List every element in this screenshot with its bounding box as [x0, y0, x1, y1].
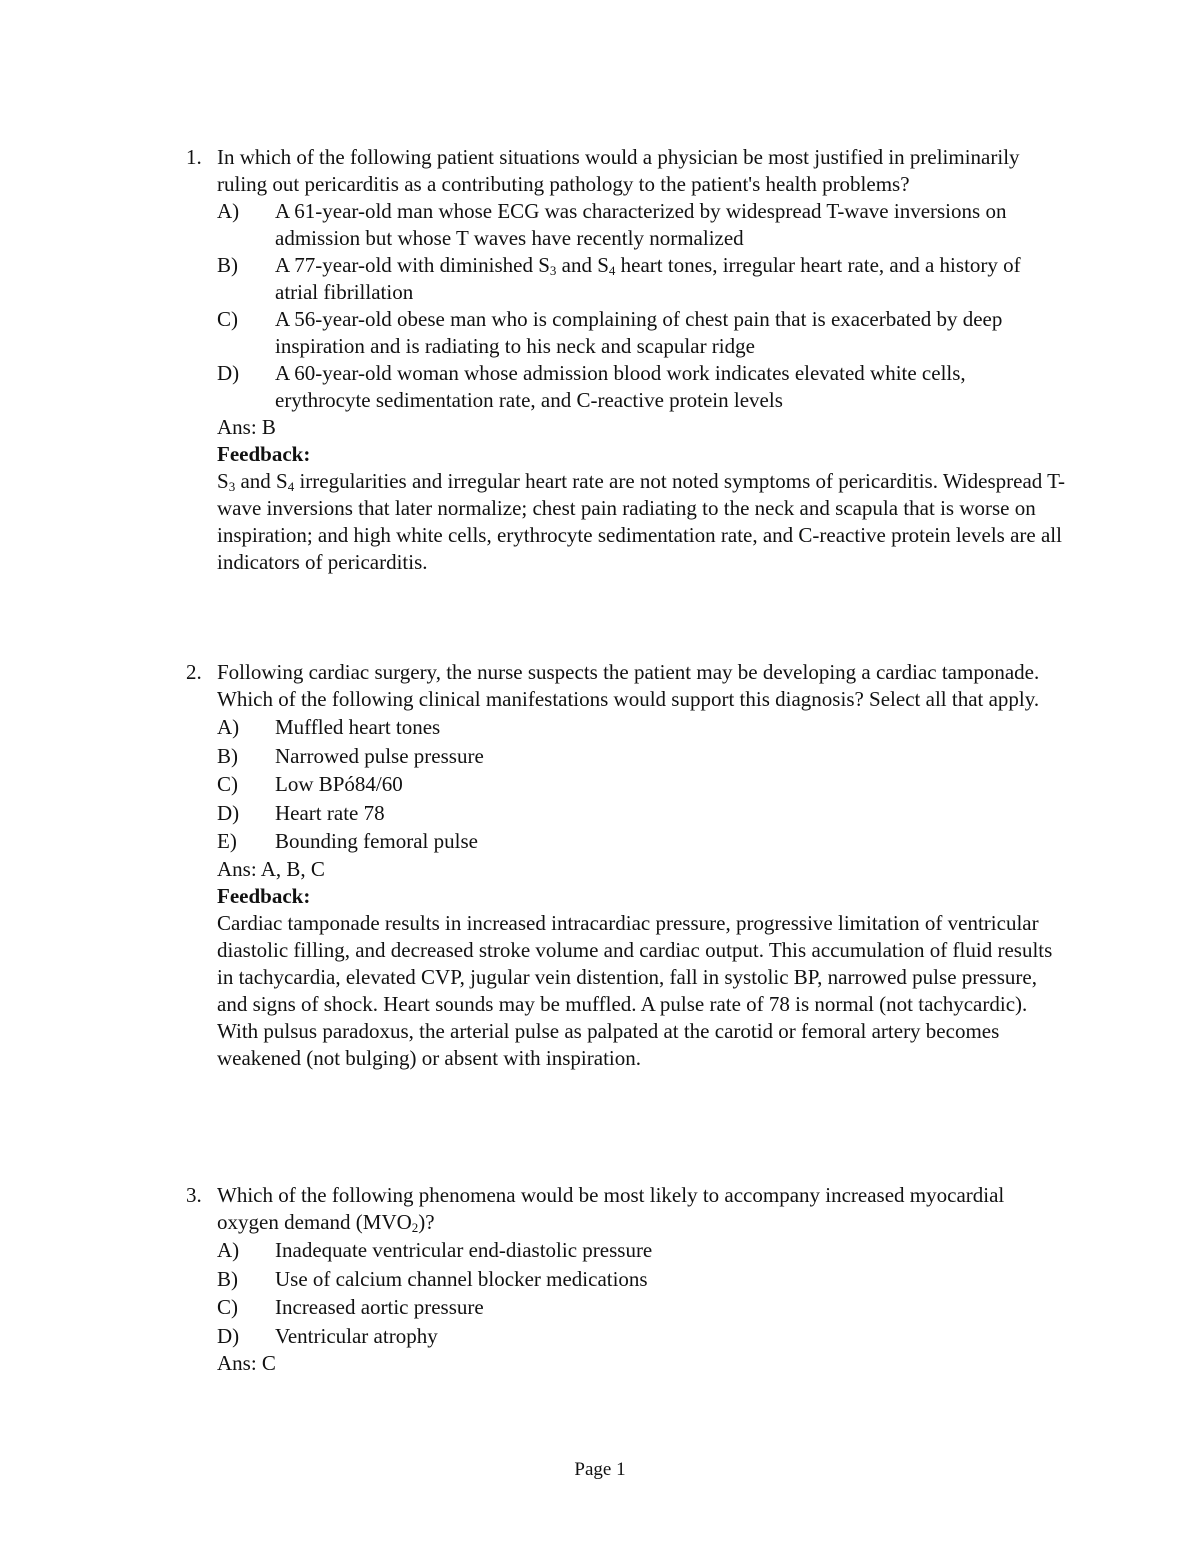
option-letter: D): [217, 800, 240, 825]
answer-option: [186, 1265, 1066, 1294]
option-letter: D): [217, 361, 240, 385]
question-stem: [186, 1182, 1066, 1236]
option-text: Low BPó84/60: [275, 772, 403, 797]
answer-option: [186, 1322, 1066, 1351]
page-number: Page 1: [574, 1459, 626, 1480]
answer-option: [186, 713, 1066, 742]
option-letter: A): [217, 1238, 240, 1262]
answer-option: [186, 252, 1066, 306]
option-letter: A): [217, 715, 240, 739]
question-number: 3.: [186, 1183, 202, 1207]
answer-option: [186, 827, 1066, 856]
option-text: Narrowed pulse pressure: [275, 743, 484, 768]
option-text: Heart rate 78: [275, 800, 385, 825]
answer-option: [186, 742, 1066, 771]
feedback-label: Feedback:: [217, 883, 311, 908]
option-text: A 60-year-old woman whose admission blood work indicates elevated white cells, erythrocyte sedimentation rate, and C-reactive protein levels: [275, 361, 966, 412]
option-text: A 77-year-old with diminished $S_3$ and $S_4$ heart tones, irregular heart rate, and a history of atrial fibrillation: [275, 253, 1021, 304]
answer-option: [186, 306, 1066, 360]
answer-option: [186, 1293, 1066, 1322]
answer-option: [186, 799, 1066, 828]
option-letter: C): [217, 307, 238, 331]
question-2: [186, 659, 1066, 1072]
option-letter: B): [217, 253, 238, 277]
option-letter: C): [217, 772, 238, 797]
option-text: Ventricular atrophy: [275, 1323, 438, 1348]
option-letter: D): [217, 1323, 240, 1348]
option-letter: E): [217, 829, 237, 854]
option-letter: B): [217, 743, 238, 768]
question-number: 2.: [186, 660, 202, 684]
option-letter: C): [217, 1295, 238, 1320]
option-text: Use of calcium channel blocker medications: [275, 1266, 648, 1291]
question-stem: [186, 144, 1066, 198]
option-letter: A): [217, 199, 240, 223]
answer-key: Ans: A, B, C: [217, 856, 325, 881]
question-text: Following cardiac surgery, the nurse suspects the patient may be developing a cardiac tamponade. Which of the following clinical manifestations would support this diagnosis? Select all that apply.: [217, 660, 1040, 711]
option-text: Increased aortic pressure: [275, 1295, 484, 1320]
feedback-text: Cardiac tamponade results in increased intracardiac pressure, progressive limitation of ventricular diastolic filling, and decreased stroke volume and cardiac output. This accumulation of fluid results in tachycardia, elevated CVP, jugular vein distention, fall in systolic BP, narrowed pulse pressure, and signs of shock. Heart sounds may be muffled. A pulse rate of 78 is normal (not tachycardic). With pulsus paradoxus, the arterial pulse as palpated at the carotid or femoral artery becomes weakened (not bulging) or absent with inspiration.: [217, 910, 1053, 1070]
answer-key: Ans: B: [217, 415, 276, 439]
option-text: Inadequate ventricular end-diastolic pressure: [275, 1238, 653, 1262]
option-text: Muffled heart tones: [275, 715, 441, 739]
answer-option: [186, 360, 1066, 414]
answer-option: [186, 770, 1066, 799]
question-text: In which of the following patient situations would a physician be most justified in preliminarily ruling out pericarditis as a contributing pathology to the patient's health problems?: [217, 145, 1020, 196]
option-text: A 61-year-old man whose ECG was characterized by widespread T-wave inversions on admission but whose T waves have recently normalized: [275, 199, 1007, 250]
option-text: Bounding femoral pulse: [275, 829, 478, 854]
answer-key: Ans: C: [217, 1351, 276, 1376]
option-text: A 56-year-old obese man who is complaining of chest pain that is exacerbated by deep inspiration and is radiating to his neck and scapular ridge: [275, 307, 1003, 358]
question-text: Which of the following phenomena would be most likely to accompany increased myocardial oxygen demand $(MVO_2)$?: [217, 1183, 1005, 1235]
feedback-label: Feedback:: [217, 442, 311, 466]
answer-option: [186, 1236, 1066, 1265]
option-letter: B): [217, 1266, 238, 1291]
question-number: 1.: [186, 145, 202, 169]
feedback-text: $S_3$ and $S_4$ irregularities and irregular heart rate are not noted symptoms of pericarditis. Widespread T-wave inversions that later normalize; chest pain radiating to the neck and scapula that is worse on inspiration; and high white cells, erythrocyte sedimentation rate, and C-reactive protein levels are all indicators of pericarditis.: [217, 469, 1066, 574]
question-1: [186, 144, 1066, 576]
question-stem: [186, 659, 1066, 713]
answer-option: [186, 198, 1066, 252]
question-3: [186, 1182, 1066, 1377]
